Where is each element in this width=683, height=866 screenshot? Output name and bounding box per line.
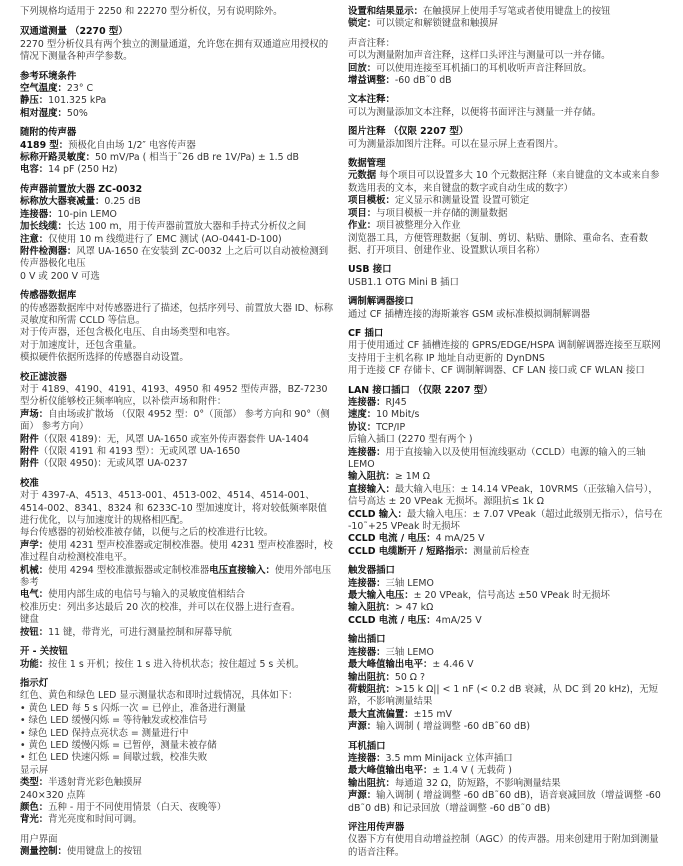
right-sections xyxy=(348,6,666,859)
spec-value: 可以为测量附加声音注释，这样口头评注与测量可以一并存储。 xyxy=(348,50,611,62)
spec-line xyxy=(348,721,666,733)
section-title: 校正滤波器 xyxy=(20,371,67,383)
section-title: 开 - 关按钮 xyxy=(20,646,68,658)
spec-line xyxy=(348,753,666,765)
section-title: 输出插口 xyxy=(348,634,386,646)
spec-value: 10-pin LEMO xyxy=(57,208,117,220)
spec-line xyxy=(20,458,334,470)
section-title: 文本注释： xyxy=(348,94,395,106)
spec-value: 输入调制 ( 增益调整 -60 dB˜60 dB)，语音衰减回放（增益调整 -60 dB˜0 dB) 和记录回放（增益调整 -60 dB˜0 dB) xyxy=(348,790,661,814)
spec-value: 10 Mbit/s xyxy=(376,409,420,421)
spec-line xyxy=(20,271,334,283)
spec-value: 支持用于主机名称 IP 地址自动更新的 DynDNS xyxy=(348,352,545,364)
spec-line xyxy=(20,384,334,409)
spec-label: 输入阻抗： xyxy=(348,471,395,483)
spec-value: 项目被整理分入作业 xyxy=(376,220,461,232)
spec-line xyxy=(348,170,666,195)
spec-value: 测量前后检查 xyxy=(473,545,530,557)
spec-section xyxy=(348,385,666,559)
spec-value: 可以为测量添加文本注释，以便将书面评注与测量一并存储。 xyxy=(348,106,602,118)
spec-line xyxy=(348,340,666,352)
spec-value: 用于直接输入以及使用恒流线驱动（CCLD）电源的输入的三轴 LEMO xyxy=(348,446,646,470)
spec-value: 14 pF (250 Hz) xyxy=(48,164,118,176)
spec-value: 用于连接 CF 存储卡、CF 调制解调器、CF LAN 接口或 CF WLAN 接口 xyxy=(348,365,645,377)
spec-value: 使用 4231 型声校准器或定制校准器。使用 4231 型声校准器时，校准过程自动检测校准电平。 xyxy=(20,539,333,564)
section-title: 耳机插口 xyxy=(348,740,386,752)
spec-line xyxy=(348,615,666,627)
spec-line xyxy=(20,602,334,614)
spec-line xyxy=(20,565,334,590)
spec-value: 浏览器工具，方便管理数据（复制、剪切、粘贴、删除、重命名、查看数据、打开项目、创建作业、设置默认项目名称） xyxy=(348,232,649,256)
spec-label: 项目模板： xyxy=(348,195,395,207)
spec-label: CCLD 电缆断开 / 短路指示： xyxy=(348,545,474,557)
spec-line xyxy=(348,647,666,659)
spec-section xyxy=(20,127,334,177)
spec-label: 作业： xyxy=(348,220,377,232)
spec-value: 键盘 xyxy=(20,614,39,626)
spec-line xyxy=(348,509,666,534)
spec-label: 按钮： xyxy=(20,626,49,638)
spec-line xyxy=(20,434,334,446)
spec-label: 声源： xyxy=(348,721,377,733)
section-title: 指示灯 xyxy=(20,677,49,689)
spec-label: 项目： xyxy=(348,207,377,219)
spec-value: 最大输入电压：± 7.07 VPeak（超过此级别无指示），信号在 -10˜+25 VPeak 时无损坏 xyxy=(348,508,663,533)
section-title: 数据管理 xyxy=(348,158,386,170)
spec-label: 测量控制： xyxy=(20,846,67,858)
spec-value: 的传感器数据库中对传感器进行了描述，包括序列号、前置放大器 ID、标称灵敏度和所需 CCLD 等信息。 xyxy=(20,302,333,326)
spec-line xyxy=(20,777,334,789)
spec-label: 输出阻抗： xyxy=(348,671,395,683)
spec-value: 校准历史：列出多达最后 20 次的校准，并可以在仪器上进行查看。 xyxy=(20,601,301,613)
section-title: 触发器插口 xyxy=(348,565,395,577)
spec-value: 三轴 LEMO xyxy=(385,646,434,658)
spec-label: 增益调整： xyxy=(348,75,395,87)
spec-label: CCLD 电流 / 电压： xyxy=(348,533,436,545)
spec-value: 4mA/25 V xyxy=(435,614,482,626)
spec-value: 23° C xyxy=(66,83,94,95)
spec-value: 传声器极化电压 xyxy=(20,258,86,270)
spec-line xyxy=(20,246,334,258)
spec-line xyxy=(20,834,334,846)
spec-section xyxy=(348,634,666,733)
spec-section xyxy=(348,264,666,289)
spec-line xyxy=(348,447,666,472)
section-title: 传感器数据库 xyxy=(20,290,77,302)
spec-line xyxy=(20,340,334,352)
spec-label: 附件检测器： xyxy=(20,245,77,257)
spec-label: 输出阻抗： xyxy=(348,777,395,789)
spec-value: 使用外部电压参考 xyxy=(20,564,332,589)
spec-label: 连接器： xyxy=(348,752,386,764)
spec-line xyxy=(20,221,334,233)
spec-line xyxy=(20,540,334,565)
spec-label: 连接器： xyxy=(348,446,386,458)
spec-line xyxy=(348,353,666,365)
spec-section xyxy=(348,94,666,119)
spec-label: 电气： xyxy=(20,589,49,601)
spec-label: 声学： xyxy=(20,539,49,551)
spec-section xyxy=(348,6,666,31)
spec-line xyxy=(348,6,666,18)
spec-value: 绿色 LED 保持点亮状态 = 测量进行中 xyxy=(28,727,189,739)
spec-line xyxy=(348,397,666,409)
spec-section xyxy=(348,38,666,88)
spec-section xyxy=(348,565,666,627)
spec-line xyxy=(348,139,666,151)
spec-value: 红色 LED 快速闪烁 = 间歇过载，校准失败 xyxy=(28,752,208,764)
spec-value: 仪器下方有使用自动增益控制（AGC）的传声器。用来创建用于附加到测量的语音注释。 xyxy=(348,834,659,858)
spec-label: CCLD 输入： xyxy=(348,508,407,520)
spec-line xyxy=(348,63,666,75)
spec-value: ± 4.46 V xyxy=(432,659,474,671)
spec-label: 附件 xyxy=(20,458,39,470)
spec-value: 后输入插口 (2270 型有两个 ) xyxy=(348,434,473,446)
spec-label: 电容： xyxy=(20,164,49,176)
spec-section xyxy=(348,126,666,151)
spec-line xyxy=(20,614,334,626)
spec-label: 回放： xyxy=(348,62,377,74)
spec-label: 连接器： xyxy=(348,396,386,408)
spec-line xyxy=(348,790,666,815)
spec-label: 最大输入电压： xyxy=(348,590,414,602)
spec-value: ±15 mV xyxy=(413,708,452,720)
spec-line xyxy=(20,164,334,176)
spec-value: ± 1.4 V ( 无载荷 ) xyxy=(432,765,512,777)
spec-label: 4189 型： xyxy=(20,139,69,151)
spec-section xyxy=(348,158,666,257)
spec-section xyxy=(20,26,334,63)
spec-value: 对于 4189、4190、4191、4193、4950 和 4952 型传声器，BZ-7230 型分析仪能够校正频率响应，以补偿声场和附件： xyxy=(20,383,328,408)
intro-text: 下列规格均适用于 2250 和 22270 型分析仪，另有说明除外。 xyxy=(20,6,283,17)
spec-line xyxy=(348,602,666,614)
spec-label: 静压： xyxy=(20,95,49,107)
spec-value: ≥ 1M Ω xyxy=(394,471,430,483)
spec-line xyxy=(20,659,334,671)
spec-label: 声源： xyxy=(348,790,377,802)
spec-line xyxy=(20,765,334,777)
spec-line xyxy=(348,434,666,446)
spec-line xyxy=(20,95,334,107)
spec-value: 可以锁定和解锁键盘和触摸屏 xyxy=(376,18,499,30)
spec-section xyxy=(20,646,334,671)
spec-value: 2270 型分析仪具有两个独立的测量通道，允许您在拥有双通道应用授权的情况下测量各种声学参数。 xyxy=(20,38,329,63)
section-title: 评注用传声器 xyxy=(348,821,405,833)
spec-value: 对于传声器，还包含极化电压、自由场类型和电容。 xyxy=(20,327,236,339)
spec-value: 可为测量添加图片注释。可以在显示屏上查看图片。 xyxy=(348,138,564,150)
spec-line xyxy=(348,409,666,421)
spec-value: 通过 CF 插槽连接的海斯兼容 GSM 或标准模拟调制解调器 xyxy=(348,308,591,320)
spec-label: 加长线缆： xyxy=(20,221,67,233)
bullet-item xyxy=(20,740,334,752)
spec-line xyxy=(20,83,334,95)
spec-value: 使用内部生成的电信号与输入的灵敏度值相结合 xyxy=(48,589,246,601)
spec-value: 按住 1 s 开机；按住 1 s 进入待机状态；按住超过 5 s 关机。 xyxy=(48,658,305,670)
spec-label: 锁定： xyxy=(348,18,377,30)
spec-value: （仅限 4191 和 4193 型）：无或风罩 UA-1650 xyxy=(38,446,241,457)
spec-label: 协议： xyxy=(348,421,377,433)
spec-line xyxy=(348,75,666,87)
spec-line xyxy=(348,533,666,545)
spec-line xyxy=(20,790,334,802)
spec-line xyxy=(348,765,666,777)
spec-value: 模拟硬件依据所选择的传感器自动设置。 xyxy=(20,352,189,364)
spec-value: 3.5 mm Minijack 立体声插口 xyxy=(385,752,513,764)
spec-line xyxy=(20,209,334,221)
spec-value: 240×320 点阵 xyxy=(20,789,86,801)
spec-value: 长达 100 m，用于传声器前置放大器和手持式分析仪之间 xyxy=(66,221,307,233)
spec-line xyxy=(20,108,334,120)
spec-value: （仅限 4189)：无，风罩 UA-1650 或室外传声器套件 UA-1404 xyxy=(38,433,309,445)
spec-line xyxy=(348,220,666,232)
section-title: 传声器前置放大器 ZC-0032 xyxy=(20,183,143,195)
spec-section xyxy=(348,741,666,815)
spec-value: 50 mV/Pa ( 相当于˜26 dB re 1V/Pa) ± 1.5 dB xyxy=(95,152,299,164)
spec-label: CCLD 电流 / 电压： xyxy=(348,614,436,626)
spec-value: 与项目模板一并存储的测量数据 xyxy=(376,207,508,219)
spec-line xyxy=(348,471,666,483)
spec-label: 输入阻抗： xyxy=(348,602,395,614)
spec-line xyxy=(348,684,666,709)
spec-line xyxy=(20,234,334,246)
spec-line xyxy=(348,277,666,289)
right-column xyxy=(348,6,666,866)
section-title: 图片注释 （仅限 2207 型） xyxy=(348,126,469,138)
spec-value: 50 Ω ? xyxy=(394,671,425,683)
spec-line xyxy=(20,627,334,639)
spec-label: 附件 xyxy=(20,433,39,445)
spec-label: 空气温度： xyxy=(20,83,67,95)
spec-line xyxy=(20,196,334,208)
spec-section xyxy=(348,296,666,321)
spec-line xyxy=(20,589,334,601)
spec-line xyxy=(348,578,666,590)
spec-line xyxy=(20,446,334,458)
spec-value: 50% xyxy=(66,107,88,119)
spec-value: 黄色 LED 缓慢闪烁 = 已暂停，测量未被存储 xyxy=(28,739,217,751)
spec-value: （仅限 4950)：无或风罩 UA-0237 xyxy=(38,458,188,470)
spec-line xyxy=(348,309,666,321)
spec-value: 用于使用通过 CF 插槽连接的 GPRS/EDGE/HSPA 调制解调器连接至互联网 xyxy=(348,340,661,352)
spec-line xyxy=(348,778,666,790)
spec-label: 颜色： xyxy=(20,801,49,813)
spec-line xyxy=(20,140,334,152)
spec-value: 每个项目可以设置多大 10 个元数据注释（来自键盘的文本或来自参数选用表的文本，来自键盘的数字或自动生成的数字） xyxy=(348,170,660,194)
spec-line xyxy=(20,152,334,164)
spec-value: 三轴 LEMO xyxy=(385,577,434,589)
spec-value: 声音注释： xyxy=(348,37,395,49)
spec-value: 预极化自由场 1/2″ 电容传声器 xyxy=(68,139,196,151)
spec-line xyxy=(20,802,334,814)
spec-line xyxy=(20,303,334,328)
spec-line xyxy=(348,50,666,62)
spec-line xyxy=(348,672,666,684)
spec-value: 0.25 dB xyxy=(104,196,141,208)
spec-value: 自由场或扩散场 （仅限 4952 型：0°（顶部） 参考方向和 90°（侧面） 参考方向） xyxy=(20,408,330,433)
spec-value: 4 mA/25 V xyxy=(435,533,485,545)
spec-label: 直接输入： xyxy=(348,483,395,495)
spec-line xyxy=(348,38,666,50)
bullet-item xyxy=(20,728,334,740)
spec-label: 最大峰值输出电平： xyxy=(348,765,433,777)
spec-line xyxy=(20,814,334,826)
spec-label: 速度： xyxy=(348,409,377,421)
spec-section xyxy=(20,71,334,121)
spec-value: 每通道 32 Ω，防短路，不影响测量结果 xyxy=(394,777,561,789)
spec-label: 连接器： xyxy=(348,577,386,589)
spec-value: 黄色 LED 每 5 s 闪烁一次 = 已停止，准备进行测量 xyxy=(28,702,246,714)
spec-line xyxy=(20,258,334,270)
spec-label: 连接器： xyxy=(20,208,58,220)
spec-value: 使用 4294 型校准激振器或定制校准器 xyxy=(48,564,210,576)
spec-value: 背光亮度和时间可调。 xyxy=(48,814,142,826)
bullet-item xyxy=(20,715,334,727)
spec-value: 仅使用 10 m 线缆进行了 EMC 测试 (AO-0441-D-100) xyxy=(48,233,282,245)
spec-label: 机械： xyxy=(20,564,49,576)
spec-section xyxy=(20,372,334,471)
spec-line xyxy=(20,39,334,64)
spec-label: 最大峰值输出电平： xyxy=(348,659,433,671)
spec-label: 功能： xyxy=(20,658,49,670)
spec-line xyxy=(348,18,666,30)
spec-line xyxy=(348,484,666,509)
spec-line xyxy=(348,546,666,558)
spec-value: 在触摸屏上使用手写笔或者使用键盘上的按钮 xyxy=(423,6,611,17)
spec-line xyxy=(348,422,666,434)
spec-value: -60 dB˜0 dB xyxy=(394,75,452,87)
spec-label: 声场： xyxy=(20,408,49,420)
spec-value: 用户界面 xyxy=(20,833,58,845)
spec-value: 101.325 kPa xyxy=(48,95,107,107)
section-title: LAN 接口插口 （仅限 2207 型） xyxy=(348,384,493,396)
spec-label: 荷载阻抗： xyxy=(348,683,395,695)
spec-line xyxy=(20,409,334,434)
spec-section xyxy=(20,290,334,364)
spec-value: 输入调制 ( 增益调整 -60 dB˜60 dB) xyxy=(376,721,531,733)
spec-label: 标称放大器衰减量： xyxy=(20,196,105,208)
spec-label: 类型： xyxy=(20,777,49,789)
section-title: 随附的传声器 xyxy=(20,127,77,139)
spec-value: 红色、黄色和绿色 LED 显示测量状态和即时过载情况，具体如下： xyxy=(20,690,298,702)
spec-value: 最大输入电压：± 14.14 VPeak，10VRMS（正弦输入信号），信号高达 ± 20 VPeak 无损坏。源阻抗≤ 1k Ω xyxy=(348,483,658,508)
spec-value: 风罩 UA-1650 在安装到 ZC-0032 上之后可以自动被检测到 xyxy=(76,245,329,257)
spec-line xyxy=(20,352,334,364)
section-title: USB 接口 xyxy=(348,264,392,276)
spec-section xyxy=(20,678,334,827)
spec-value: > 47 kΩ xyxy=(394,602,434,614)
section-title: 校准 xyxy=(20,477,39,489)
spec-label: 相对湿度： xyxy=(20,107,67,119)
spec-value: 对于 4397-A、4513、4513-001、4513-002、4514、4514-001、4514-002、8341、8324 和 6233C-10 型加速度计，将对较低频率限值进行优化，以与加速度计的规格相匹配。 xyxy=(20,490,327,527)
spec-label: 附件 xyxy=(20,446,39,457)
spec-label: 最大直流偏置： xyxy=(348,708,414,720)
spec-label: 元数据 xyxy=(348,170,377,182)
left-column xyxy=(20,6,334,866)
spec-value: 使用键盘上的按钮 xyxy=(66,846,142,858)
spec-value: 对于加速度计，还包含重量。 xyxy=(20,339,142,351)
spec-value: >15 k Ω|| < 1 nF (< 0.2 dB 衰减，从 DC 到 20 kHz)，无短路，不影响测量结果 xyxy=(348,683,659,708)
section-title: 调制解调器接口 xyxy=(348,296,414,308)
spec-line xyxy=(20,327,334,339)
spec-line xyxy=(348,709,666,721)
spec-label: 电压直接输入： xyxy=(209,564,275,576)
spec-value: USB1.1 OTG Mini B 插口 xyxy=(348,276,459,288)
spec-line xyxy=(348,208,666,220)
spec-value: 绿色 LED 缓慢闪烁 = 等待触发或校准信号 xyxy=(28,715,208,727)
spec-line xyxy=(20,490,334,527)
spec-label: 标称开路灵敏度： xyxy=(20,152,96,164)
spec-line xyxy=(348,195,666,207)
spec-line xyxy=(20,846,334,858)
spec-section xyxy=(348,328,666,378)
spec-label: 注意： xyxy=(20,233,49,245)
spec-value: 显示屏 xyxy=(20,764,49,776)
spec-line xyxy=(20,527,334,539)
bullet-item xyxy=(20,703,334,715)
section-title: 参考环境条件 xyxy=(20,70,77,82)
spec-value: 每台传感器的初始校准被存储，以便与之后的校准进行比较。 xyxy=(20,527,274,539)
spec-line xyxy=(348,107,666,119)
spec-value: TCP/IP xyxy=(376,421,406,433)
spec-value: 可以使用连接至耳机插口的耳机收听声音注释回放。 xyxy=(376,62,592,74)
spec-value: 定义显示和测量设置 设置可锁定 xyxy=(394,195,530,207)
spec-line xyxy=(348,365,666,377)
bullet-item xyxy=(20,752,334,764)
spec-value: 0 V 或 200 V 可选 xyxy=(20,270,100,282)
spec-line xyxy=(348,590,666,602)
spec-value: ± 20 VPeak，信号高达 ±50 VPeak 时无损坏 xyxy=(413,590,610,602)
spec-value: 半透射背光彩色触摸屏 xyxy=(48,777,142,789)
spec-label: 背光： xyxy=(20,814,49,826)
spec-label: 设置和结果显示： xyxy=(348,6,424,17)
section-title: CF 插口 xyxy=(348,327,384,339)
spec-label: 连接器： xyxy=(348,646,386,658)
spec-line xyxy=(348,659,666,671)
spec-line xyxy=(20,690,334,702)
spec-section xyxy=(20,834,334,859)
spec-value: RJ45 xyxy=(385,396,407,408)
spec-line xyxy=(348,233,666,258)
spec-value: 五种 - 用于不同使用情景（白天、夜晚等） xyxy=(48,801,227,813)
spec-section xyxy=(20,478,334,639)
spec-section xyxy=(20,184,334,283)
spec-line xyxy=(348,834,666,859)
spec-value: 11 键，带背光，可进行测量控制和屏幕导航 xyxy=(48,626,232,638)
left-sections xyxy=(20,26,334,858)
section-title: 双通道测量 （2270 型） xyxy=(20,26,128,38)
